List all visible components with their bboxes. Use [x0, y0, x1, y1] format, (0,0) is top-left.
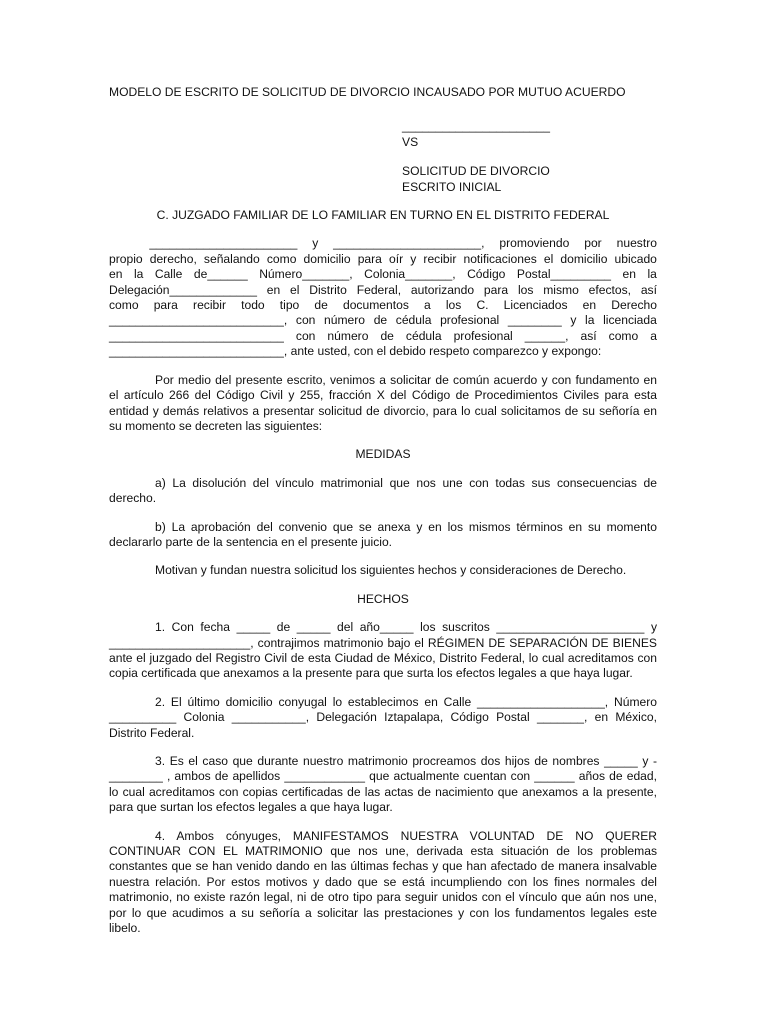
medida-b-paragraph: b) La aprobación del convenio que se anexa y en los mismos términos en su momento declararlo parte de la sentencia en el presente juicio. — [109, 519, 657, 549]
parties-word: recibir — [423, 251, 457, 266]
hecho-2-paragraph: 2. El último domicilio conyugal lo establecimos en Calle ___________________, Número __________ Colonia ___________, Delegación Iztapalapa, Código Postal _______, en México, Distrito Federal. — [109, 694, 657, 740]
parties-word: notificaciones — [463, 251, 537, 266]
parties-word: la — [133, 267, 144, 282]
parties-word: el — [290, 282, 300, 297]
parties-word: __________________________ — [109, 328, 284, 343]
parties-word: Calle — [154, 267, 183, 282]
case-caption — [402, 119, 562, 195]
parties-word: a — [424, 298, 431, 313]
parties-word: con — [295, 313, 316, 328]
parties-word: nuestro — [616, 236, 657, 251]
parties-word: ubicado — [614, 251, 657, 266]
parties-word: para — [357, 251, 382, 266]
parties-word: licenciada — [603, 313, 657, 328]
parties-word: número — [324, 313, 366, 328]
parties-word: Número_______, — [259, 267, 353, 282]
caption-subject: SOLICITUD DE DIVORCIO — [402, 164, 550, 179]
court-heading: C. JUZGADO FAMILIAR DE LO FAMILIAR EN TURNO EN EL DISTRITO FEDERAL — [156, 208, 610, 223]
parties-line — [109, 252, 657, 267]
parties-word: Código — [467, 267, 506, 282]
hecho-4-paragraph: 4. Ambos cónyuges, MANIFESTAMOS NUESTRA VOLUNTAD DE NO QUERER CONTINUAR CON EL MATRIMONIO que nos une, derivada esta situación de los problemas constantes que se han venido dando en las últimas fechas y que han afectado de manera insalvable nuestra relación. Por estos motivos y dado que se está incumpliendo con los fines normales del matrimonio, no existe razón legal, ni de otro tipo para seguir unidos con el vínculo que aún nos une, por lo que acudimos a su señoría a solicitar las prestaciones y con los fundamentos legales este libelo. — [109, 828, 657, 936]
parties-word: todo — [241, 298, 265, 313]
parties-word: de______ — [193, 267, 248, 282]
intro-paragraph: Por medio del presente escrito, venimos a solicitar de común acuerdo y con fundamento en el artículo 266 del Código Civil y 255, fracción X del Código de Procedimientos Civiles para esta entidad y demás relativos a presentar solicitud de divorcio, para lo cual solicitamos de su señoría en su momento se decreten las siguientes: — [109, 372, 657, 433]
hechos-heading: HECHOS — [357, 591, 409, 606]
caption-type: ESCRITO INICIAL — [402, 179, 502, 194]
parties-word: en — [582, 298, 597, 313]
parties-word: ______________________, — [333, 236, 485, 251]
medida-a-paragraph: a) La disolución del vínculo matrimonial que nos une con todas sus consecuencias de derecho. — [109, 475, 657, 506]
parties-word: en — [266, 282, 281, 297]
parties-word: tipo — [279, 298, 300, 313]
caption-blank-line: ______________________ — [402, 119, 550, 134]
parties-word: recibir — [193, 298, 226, 313]
parties-word: efectos, — [588, 282, 632, 297]
parties-word: los — [445, 298, 462, 313]
parties-word: en — [109, 267, 123, 282]
parties-word: a — [650, 328, 657, 343]
parties-word: derecho, — [149, 251, 197, 266]
parties-word: la — [585, 313, 595, 328]
parties-word: número — [327, 328, 369, 343]
parties-word: como — [608, 328, 639, 343]
parties-line — [109, 313, 657, 328]
parties-word: Colonia_______, — [364, 267, 456, 282]
parties-word: cédula — [405, 328, 442, 343]
parties-paragraph — [109, 236, 657, 359]
parties-line — [109, 329, 657, 344]
caption-vs: VS — [402, 134, 419, 149]
parties-word: oír — [389, 251, 404, 266]
parties-word: y — [410, 251, 417, 266]
parties-word: Postal_________ — [516, 267, 612, 282]
parties-word: y — [570, 313, 577, 328]
parties-word: de — [380, 328, 394, 343]
parties-word: autorizando — [410, 282, 475, 297]
hecho-3-paragraph: 3. Es el caso que durante nuestro matrimonio procreamos dos hijos de nombres _____ y -________ , ambos de apellidos ____________ que actualmente cuentan con ______ años de edad, lo cual acreditamos con copias certificadas de las actas de nacimiento que anexamos a la presente, para que surtan los efectos legales a que haya lugar. — [109, 754, 657, 815]
parties-word: de — [373, 313, 388, 328]
parties-word: por — [584, 236, 602, 251]
parties-word: la — [647, 267, 657, 282]
parties-word: promoviendo — [499, 236, 570, 251]
parties-word: __________________________, — [109, 313, 288, 328]
parties-word: así — [640, 282, 657, 297]
parties-word: domicilio — [560, 251, 608, 266]
parties-word: Federal, — [356, 282, 402, 297]
parties-word: documentos — [342, 298, 409, 313]
parties-word: el — [543, 251, 554, 266]
caption-spacer — [402, 150, 562, 164]
parties-word: ______________________ — [109, 236, 298, 251]
hecho-1-paragraph: 1. Con fecha _____ de _____ del año_____ los suscritos ______________________ y _____________________, contrajimos matrimonio bajo el RÉGIMEN DE SEPARACIÓN DE BIENES ante el juzgado del Registro Civil de esta Ciudad de México, Distrito Federal, lo cual acreditamos con copia certificada que anexamos a la presente para que surta los efectos legales a que haya lugar. — [109, 620, 657, 681]
parties-word: propio — [109, 251, 143, 266]
parties-word: ______, — [524, 328, 569, 343]
parties-word: cédula — [395, 313, 432, 328]
parties-line — [109, 283, 657, 298]
parties-word: Distrito — [309, 282, 347, 297]
parties-word: Delegación_____________ — [109, 282, 257, 297]
medidas-heading: MEDIDAS — [355, 447, 411, 462]
parties-word: en — [622, 267, 636, 282]
parties-word: así — [580, 328, 597, 343]
parties-word: profesional — [440, 313, 500, 328]
parties-word: mismo — [543, 282, 579, 297]
parties-line: __________________________, ante usted, con el debido respeto comparezco y expongo: — [109, 344, 602, 359]
parties-word: como — [109, 298, 139, 313]
parties-word: señalando — [203, 251, 260, 266]
parties-word: los — [517, 282, 534, 297]
parties-word: Derecho — [611, 298, 657, 313]
parties-line — [109, 267, 657, 282]
parties-word: ________ — [507, 313, 562, 328]
parties-word: C. — [476, 298, 489, 313]
parties-word: Licenciados — [503, 298, 568, 313]
parties-word: domicilio — [303, 251, 351, 266]
parties-word: para — [153, 298, 178, 313]
parties-line — [109, 236, 657, 251]
parties-word: como — [266, 251, 297, 266]
parties-word: con — [295, 328, 316, 343]
document-body — [109, 85, 657, 936]
motivan-paragraph: Motivan y fundan nuestra solicitud los siguientes hechos y consideraciones de Derecho. — [155, 563, 627, 578]
parties-line — [109, 298, 657, 313]
document-title: MODELO DE ESCRITO DE SOLICITUD DE DIVORCIO INCAUSADO POR MUTUO ACUERDO — [109, 85, 626, 99]
parties-word: para — [483, 282, 509, 297]
parties-word: y — [312, 236, 319, 251]
parties-word: de — [314, 298, 328, 313]
parties-word: profesional — [453, 328, 513, 343]
